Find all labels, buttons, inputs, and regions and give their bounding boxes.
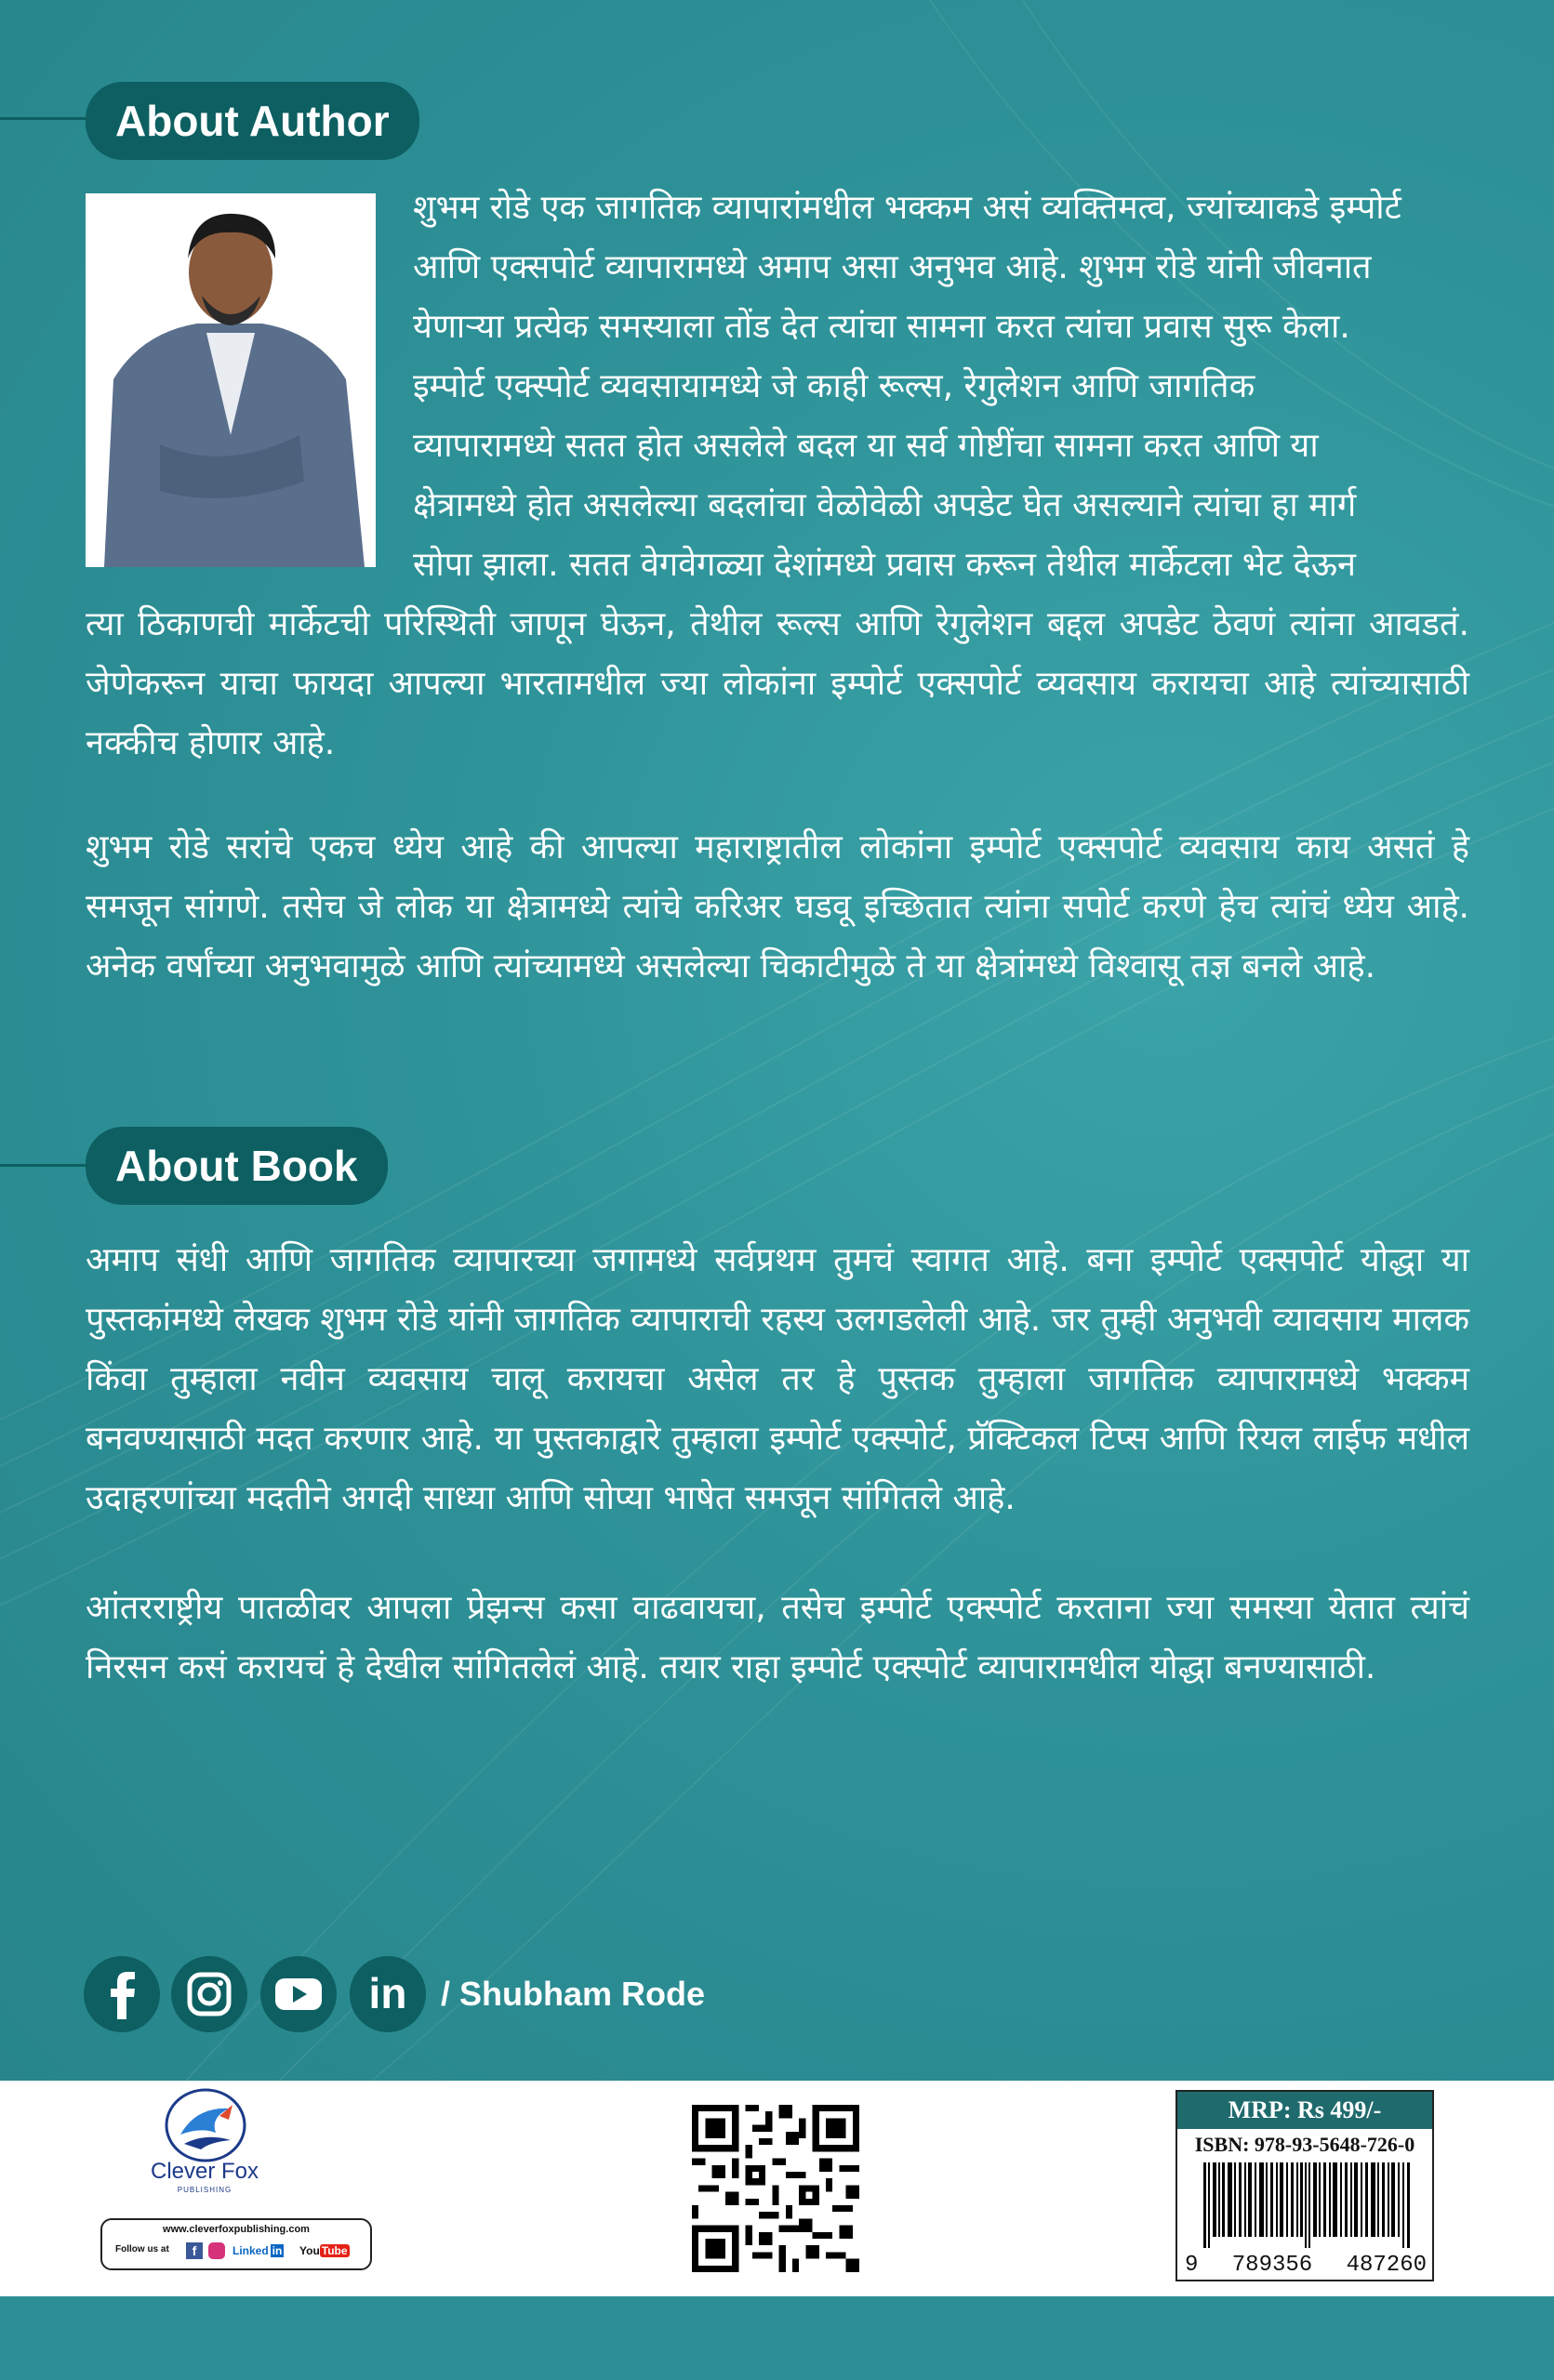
- author-line: येणाऱ्या प्रत्येक समस्याला तोंड देत त्यांचा सामना करत त्यांचा प्रवास सुरू केला.: [413, 308, 1350, 346]
- publisher-url[interactable]: www.cleverfoxpublishing.com: [163, 2224, 310, 2235]
- linkedin-icon[interactable]: [350, 1956, 426, 2032]
- youtube-small-tube: Tube: [321, 2244, 348, 2257]
- facebook-small-icon[interactable]: f: [186, 2242, 203, 2259]
- author-line: व्यापारामध्ये सतत होत असलेले बदल या सर्व गोष्टींचा सामना करत आणि या: [413, 427, 1319, 465]
- instagram-icon[interactable]: [171, 1956, 247, 2032]
- barcode-digit-group: 789356: [1231, 2253, 1313, 2278]
- youtube-icon[interactable]: [260, 1956, 337, 2032]
- price-isbn-box: [1175, 2090, 1434, 2281]
- book-paragraph-1: अमाप संधी आणि जागतिक व्यापारच्या जगामध्ये सर्वप्रथम तुमचं स्वागत आहे. बना इम्पोर्ट एक्सपोर्ट योद्धा या पुस्तकांमध्ये लेखक शुभम रोडे यांनी जागतिक व्यापाराची रहस्य उलगडलेली आहे. जर तुम्ही अनुभवी व्यावसाय मालक किंवा तुम्हाला नवीन व्यवसाय चालू करायचा असेल तर हे पुस्तक तुम्हाला जागतिक व्यापारामध्ये भक्कम बनवण्यासाठी मदत करणार आहे. या पुस्तकाद्वारे तुम्हाला इम्पोर्ट एक्स्पोर्ट, प्रॅक्टिकल टिप्स आणि रियल लाईफ मधील उदाहरणांच्या मदतीने अगदी साध्या आणि सोप्या भाषेत समजून सांगितले आहे.: [86, 1241, 1469, 1517]
- barcode-digit-group: 487260: [1346, 2253, 1427, 2278]
- author-photo: [86, 193, 376, 567]
- author-paragraph-1-continued: त्या ठिकाणची मार्केटची परिस्थिती जाणून घेऊन, तेथील रूल्स आणि रेगुलेशन बद्दल अपडेट ठेवणं त्यांना आवडतं. जेणेकरून याचा फायदा आपल्या भारतामधील ज्या लोकांना इम्पोर्ट एक्सपोर्ट व्यवसाय करायचा आहे त्यांच्यासाठी नक्कीच होणार आहे.: [86, 605, 1469, 762]
- linkedin-glyph: in: [368, 1969, 407, 2017]
- author-line: आणि एक्सपोर्ट व्यापारामध्ये अमाप असा अनुभव आहे. शुभम रोडे यांनी जीवनात: [413, 248, 1372, 286]
- publisher-links-box: [100, 2218, 372, 2270]
- youtube-small-you: You: [299, 2244, 320, 2257]
- youtube-small-label[interactable]: [299, 2244, 350, 2257]
- author-paragraph-2: शुभम रोडे सरांचे एकच ध्येय आहे की आपल्या महाराष्ट्रातील लोकांना इम्पोर्ट एक्सपोर्ट व्यवसाय काय असतं हे समजून सांगणे. तसेच जे लोक या क्षेत्रामध्ये त्यांचे करिअर घडवू इच्छितात त्यांना सपोर्ट करणे हेच त्यांचं ध्येय आहे. अनेक वर्षांच्या अनुभवामुळे आणि त्यांच्यामध्ये असलेल्या चिकाटीमुळे ते या क्षेत्रांमध्ये विश्वासू तज्ञ बनले आहे.: [86, 828, 1469, 985]
- book-paragraph-2: आंतरराष्ट्रीय पातळीवर आपला प्रेझन्स कसा वाढवायचा, तसेच इम्पोर्ट एक्स्पोर्ट करताना ज्या समस्या येतात त्यांचं निरसन कसं करायचं हे देखील सांगितलेलं आहे. तयार राहा इम्पोर्ट एक्स्पोर्ट व्यापारामधील योद्धा बनण्यासाठी.: [86, 1589, 1469, 1686]
- about-book-heading: About Book: [86, 1127, 388, 1205]
- heading-rule: [0, 1164, 93, 1167]
- barcode: [1203, 2162, 1412, 2248]
- publisher-name: Clever Fox: [150, 2159, 259, 2184]
- follow-label: Follow us at: [115, 2244, 169, 2254]
- facebook-icon[interactable]: [84, 1956, 160, 2032]
- bottom-strip: [0, 2296, 1554, 2380]
- author-paragraph-1-wrapped: [413, 178, 1469, 595]
- linkedin-small-label[interactable]: [232, 2244, 284, 2257]
- social-handle: / Shubham Rode: [441, 1975, 706, 2013]
- barcode-digits: [1185, 2253, 1427, 2278]
- barcode-digit-group: 9: [1185, 2253, 1199, 2278]
- author-line: इम्पोर्ट एक्स्पोर्ट व्यवसायामध्ये जे काही रूल्स, रेगुलेशन आणि जागतिक: [413, 367, 1255, 405]
- mrp-label: MRP: Rs 499/-: [1177, 2092, 1432, 2129]
- author-line: सोपा झाला. सतत वेगवेगळ्या देशांमध्ये प्रवास करून तेथील मार्केटला भेट देऊन: [413, 546, 1357, 584]
- publisher-tagline: PUBLISHING: [177, 2186, 232, 2194]
- linkedin-small-text: Linked: [232, 2244, 269, 2257]
- publisher-logo-icon: [164, 2088, 247, 2162]
- author-line: क्षेत्रामध्ये होत असलेल्या बदलांचा वेळोवेळी अपडेट घेत असल्याने त्यांचा हा मार्ग: [413, 486, 1357, 524]
- qr-code[interactable]: [692, 2105, 859, 2272]
- about-author-heading: About Author: [86, 82, 419, 160]
- heading-rule: [0, 117, 93, 120]
- author-line: शुभम रोडे एक जागतिक व्यापारांमधील भक्कम असं व्यक्तिमत्व, ज्यांच्याकडे इम्पोर्ट: [413, 189, 1401, 227]
- linkedin-small-in: in: [272, 2244, 283, 2257]
- instagram-small-icon[interactable]: [208, 2242, 225, 2259]
- isbn-label: ISBN: 978-93-5648-726-0: [1194, 2133, 1415, 2156]
